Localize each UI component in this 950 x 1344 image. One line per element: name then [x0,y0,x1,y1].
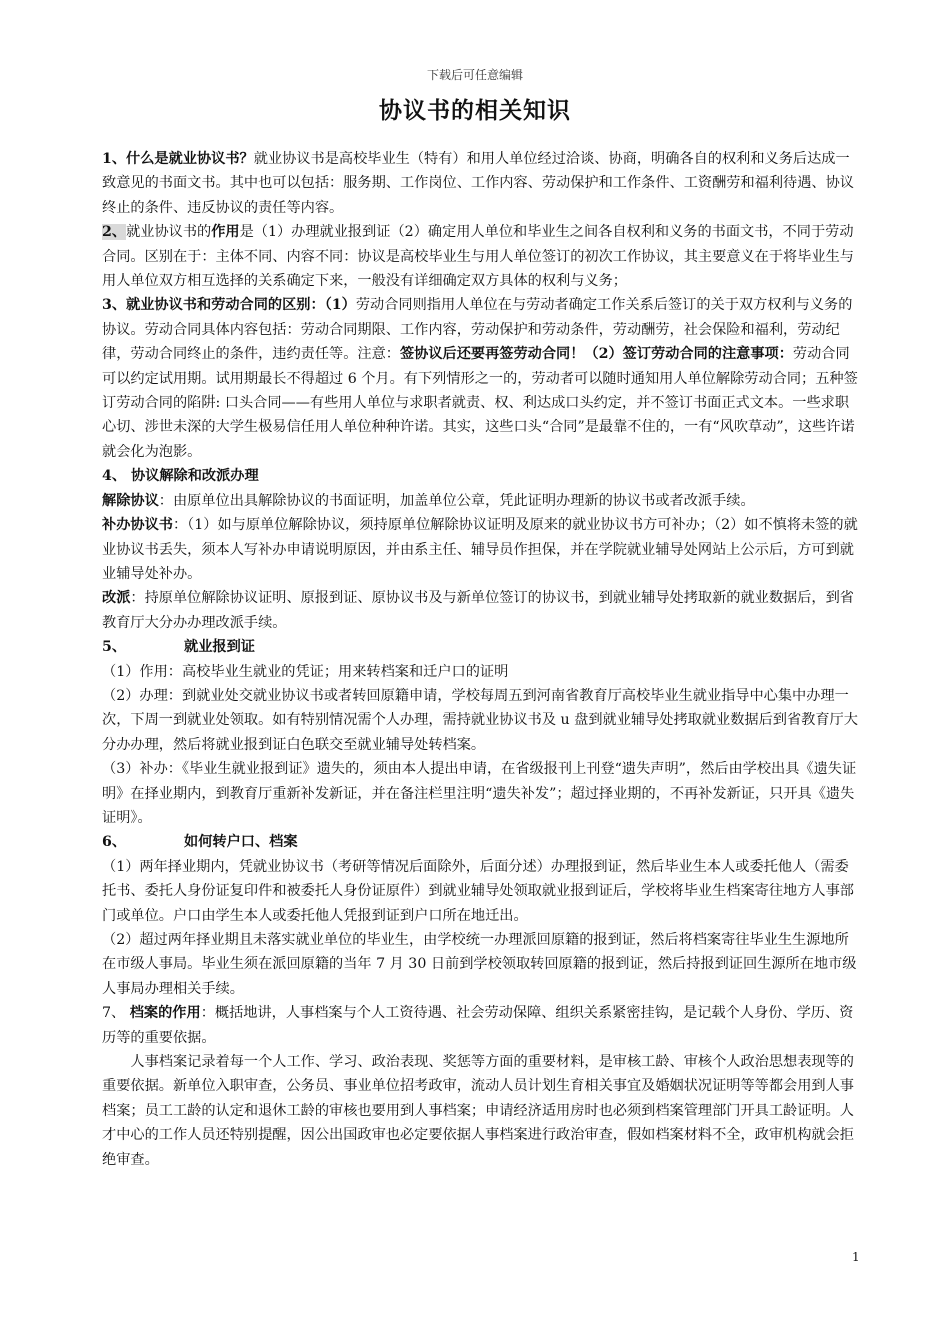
section-3-emphasis: 签协议后还要再签劳动合同！（2）签订劳动合同的注意事项： [399,346,793,363]
section-4-para-1 [102,489,862,513]
document-title: 协议书的相关知识 [379,98,571,124]
section-7-text: ：概括地讲，人事档案与个人工资待遇、社会劳动保障、组织关系紧密挂钩，是记载个人身份、学历、资历等的重要依据。 [102,1005,854,1046]
section-2-keyword: 作用 [211,224,240,241]
section-7-number: 7、 [102,1005,126,1022]
section-2-number: 2、 [102,224,127,241]
section-6-heading [102,830,862,854]
section-5-para-2: （2）办理：到就业处交就业协议书或者转回原籍申请，学校每周五到河南省教育厅高校毕业生就业指导中心集中办理一次，下周一到就业处领取。如有特别情况需个人办理，需持就业协议书及 u 盘到就业辅导处拷取就业数据后到省教育厅大分办办理，然后将就业报到证白色联交至就业辅导处转档案。 [102,687,858,753]
section-4-label-3: 改派 [102,590,131,607]
section-7 [102,1001,862,1050]
page-header-note: 下载后可任意编辑 [426,68,523,82]
section-4-label-1: 解除协议 [102,492,159,509]
section-1-heading: 1、什么是就业协议书？ [102,151,254,167]
section-5-para-1: （1）作用：高校毕业生就业的凭证；用来转档案和迁户口的证明 [102,663,509,680]
section-3-text-a: 劳动合同则指用人单位在与劳动者确定工作关系后签订的关于双方权利与义务的协议。劳动合同具体内容包括：劳动合同期限、工作内容，劳动保护和劳动条件，劳动酬劳，社会保险和福利，劳动纪律，劳动合同终止的条件，违约责任等。注意： [102,297,853,363]
section-3-heading: 3、就业协议书和劳动合同的区别：（1） [102,297,356,314]
section-4-text-1: ：由原单位出具解除协议的书面证明，加盖单位公章，凭此证明办理新的协议书或者改派手续。 [158,492,755,509]
section-6-para-1: （1）两年择业期内，凭就业协议书（考研等情况后面除外，后面分述）办理报到证，然后毕业生本人或委托他人（需委托书、委托人身份证复印件和被委托人身份证原件）到就业辅导处领取就业报到证后，学校将毕业生档案寄往地方人事部门或单位。户口由学生本人或委托他人凭报到证到户口所在地迁出。 [102,858,854,924]
section-4-text-3: ：持原单位解除协议证明、原报到证、原协议书及与新单位签订的协议书，到就业辅导处拷取新的就业数据后，到省教育厅大分办办理改派手续。 [102,590,854,631]
section-5-heading [102,635,862,659]
section-1 [102,147,862,220]
page-number: 1 [852,1250,860,1264]
section-4-text-2: ：（1）如与原单位解除协议，须持原单位解除协议证明及原来的就业协议书方可补办；（2）如不慎将未签的就业协议书丢失，须本人写补办申请说明原因，并由系主任、辅导员作担保，并在学院就业辅导处网站上公示后，方可到就业辅导处补办。 [102,517,858,582]
section-2-text-c: 是（1）办理就业报到证（2）确定用人单位和毕业生之间各自权利和义务的书面文书，不同于劳动合同。区别在于：主体不同、内容不同：协议是高校毕业生与用人单位签订的初次工作协议，其主要意义在于将毕业生与用人单位双方相互选择的关系确定下来，一般没有详细确定双方具体的权利与义务； [102,224,854,290]
section-7-heading: 档案的作用 [129,1005,201,1022]
section-1-text: 就业协议书是高校毕业生（特有）和用人单位经过洽谈、协商，明确各自的权利和义务后达成一致意见的书面文书。其中也可以包括：服务期、工作岗位、工作内容、劳动保护和工作条件、工资酬劳和福利待遇、协议终止的条件、违反协议的责任等内容。 [102,151,854,216]
section-5-para-3: （3）补办：《毕业生就业报到证》遗失的，须由本人提出申请，在省级报刊上刊登“遗失声明”，然后由学校出具《遗失证明》在择业期内，到教育厅重新补发新证，并在备注栏里注明“遗失补发”；超过择业期的，不再补发新证，只开具《遗失证明》。 [102,761,857,826]
section-5-number: 5、 [102,639,127,656]
section-6-title: 如何转户口、档案 [184,834,298,851]
section-5-title: 就业报到证 [184,639,255,656]
section-4-para-3 [102,586,862,635]
section-6-para-2: （2）超过两年择业期且未落实就业单位的毕业生，由学校统一办理派回原籍的报到证，然后将档案寄往毕业生生源地所在市级人事局。毕业生须在派回原籍的当年 7 月 30 日前到学校领取转回原籍的报到证，然后持报到证回生源所在地市级人事局办理相关手续。 [102,932,857,997]
document-body [102,147,862,1172]
section-2 [102,220,862,293]
section-3-text-c: 劳动合同可以约定试用期。试用期最长不得超过 6 个月。有下列情形之一的，劳动者可以随时通知用人单位解除劳动合同；五种签订劳动合同的陷阱: 口头合同——有些用人单位与求职者就责、权、利达成口头约定，并不签订书面正式文本。一些求职心切、涉世未深的大学生极易信任用人单位种种许诺。其实，这些口头“合同”是最靠不住的，一有“风吹草动”，这些许诺就会化为泡影。 [102,346,858,460]
section-2-text-a: 就业协议书的 [126,224,212,241]
section-6-number: 6、 [102,834,127,851]
section-4-heading: 4、 协议解除和改派办理 [102,468,259,485]
section-7-para-2: 人事档案记录着每一个人工作、学习、政治表现、奖惩等方面的重要材料，是审核工龄、审核个人政治思想表现等的重要依据。新单位入职审查，公务员、事业单位招考政审，流动人员计划生育相关事宜及婚姻状况证明等等都会用到人事档案；员工工龄的认定和退休工龄的审核也要用到人事档案；申请经济适用房时也必须到档案管理部门开具工龄证明。人才中心的工作人员还特别提醒，因公出国政审也必定要依据人事档案进行政治审查，假如档案材料不全，政审机构就会拒绝审查。 [102,1054,854,1168]
section-4-para-2 [102,513,862,586]
section-4-label-2: 补办协议书 [102,517,173,534]
section-3 [102,293,862,464]
